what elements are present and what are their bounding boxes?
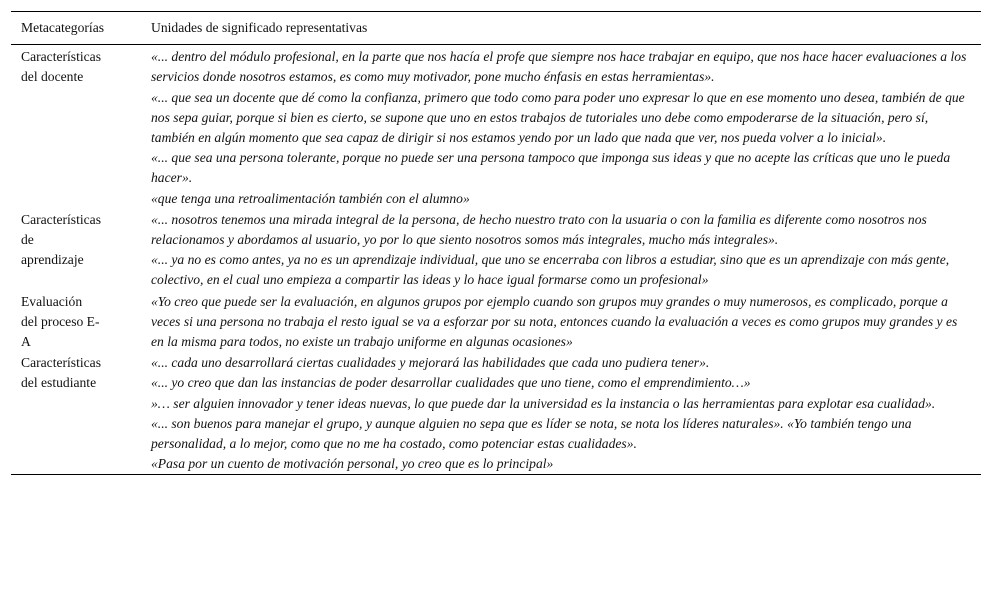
category-line: del proceso E- (21, 313, 100, 329)
quote-text: «Pasa por un cuento de motivación personal, yo creo que es lo principal» (151, 456, 554, 472)
category-line: aprendizaje (21, 252, 84, 268)
quote-text: «que tenga una retroalimentación también con el alumno» (151, 190, 470, 206)
quote-text: «... que sea una persona tolerante, porque no puede ser una persona tampoco que imponga sus ideas y que no acepte las críticas que uno le pueda hacer». (151, 150, 951, 186)
quotes-cell (131, 45, 981, 209)
quotes-cell (131, 209, 981, 291)
table-row (11, 45, 981, 209)
category-line: del estudiante (21, 375, 97, 391)
table-row (11, 352, 981, 475)
category-line: Características (21, 355, 102, 371)
quote-text: «... que sea un docente que dé como la confianza, primero que todo como para poder uno expresar lo que en ese momento uno desea, también de que nos sepa guiar, porque si bien es cierto, se supone que uno en estos trabajos de tutoriales uno debe como empoderarse de la situación, pero sí, también en algún momento que sea capaz de dirigir si nos estamos yendo por un lado que nada que ver, nos pueda volver a lo inicial». (151, 89, 965, 146)
table-row (11, 209, 981, 291)
metacategories-table (11, 11, 981, 475)
quotes-cell (131, 291, 981, 353)
category-cell (11, 209, 131, 291)
category-line: Evaluación (21, 293, 83, 309)
table-row (11, 291, 981, 353)
quote-text: «... yo creo que dan las instancias de poder desarrollar cualidades que uno tiene, como el emprendimiento…» (151, 375, 751, 391)
category-line: Características (21, 211, 102, 227)
category-cell (11, 45, 131, 209)
quote-text: «Yo creo que puede ser la evaluación, en algunos grupos por ejemplo cuando son grupos muy grandes o muy numerosos, es complicado, porque a veces si una persona no trabaja el resto igual se va a esforzar por su nota, entonces cuando la evaluación a veces es como grupos muy grandes y es en la misma para todos, no existe un trabajo uniforme en algunas ocasiones» (151, 293, 958, 350)
category-cell (11, 291, 131, 353)
category-line: Características (21, 49, 102, 65)
category-cell (11, 352, 131, 475)
header-unidades: Unidades de significado representativas (151, 20, 368, 35)
category-line: A (21, 334, 31, 350)
category-line: de (21, 232, 34, 248)
quote-text: «... ya no es como antes, ya no es un aprendizaje individual, que uno se encerraba con libros a estudiar, sino que es un aprendizaje con más gente, colectivo, en el cual uno empieza a compartir las ideas y lo hace igual formarse como un profesional» (151, 252, 950, 288)
quote-text: «... cada uno desarrollará ciertas cualidades y mejorará las habilidades que cada uno pudiera tener». (151, 355, 710, 371)
quote-text: «... son buenos para manejar el grupo, y aunque alguien no sepa que es líder se nota, se nota los líderes naturales». «Yo también tengo una personalidad, a lo mejor, como que no me ha costado, como potenciar estas cualidades». (151, 415, 912, 452)
quote-text: »… ser alguien innovador y tener ideas nuevas, lo que puede dar la universidad es la instancia o las herramientas para explotar esa cualidad». (151, 395, 936, 411)
quote-text: «... nosotros tenemos una mirada integral de la persona, de hecho nuestro trato con la usuaria o con la familia es diferente como nosotros nos relacionamos y abordamos al usuario, yo por lo que siento nosotros somos más integrales, mucho más integrales». (151, 211, 927, 248)
header-row (11, 12, 981, 45)
category-line: del docente (21, 69, 84, 85)
quotes-cell (131, 352, 981, 475)
header-metacategorias: Metacategorías (21, 20, 105, 35)
quote-text: «... dentro del módulo profesional, en la parte que nos hacía el profe que siempre nos hace trabajar en equipo, que nos hace hacer evaluaciones a los servicios donde nosotros estamos, es como muy motivador, pone mucho énfasis en estas herramientas». (151, 49, 967, 85)
